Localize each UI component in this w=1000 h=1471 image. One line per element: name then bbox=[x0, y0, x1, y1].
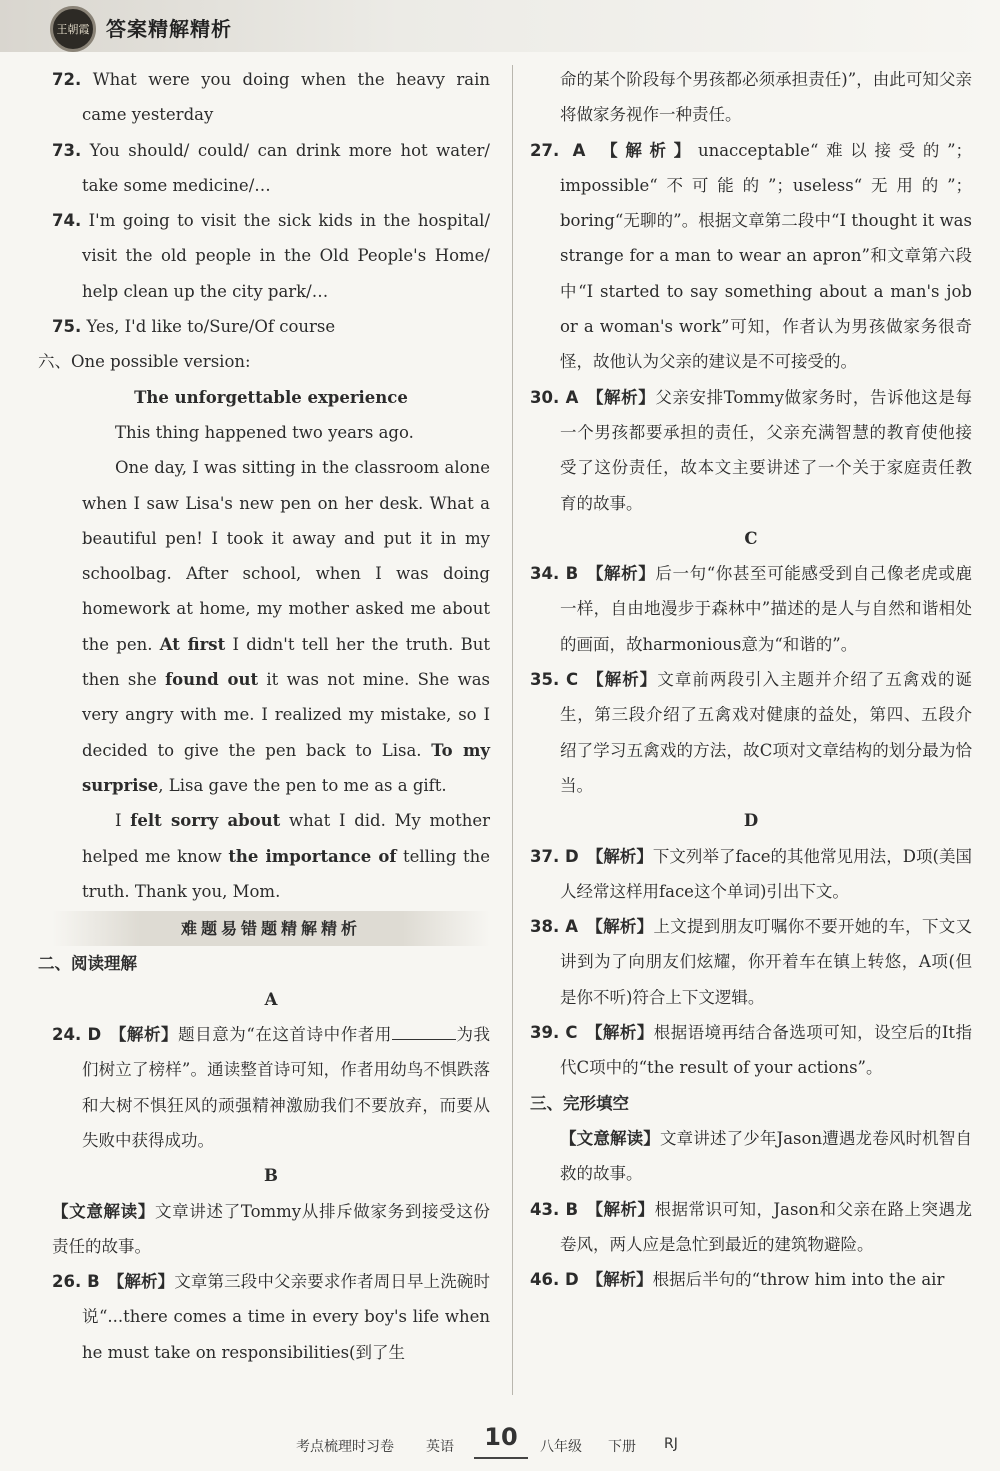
reading-heading: 二、阅读理解 bbox=[38, 954, 137, 974]
answer-26-continued: 命的某个阶段每个男孩都必须承担责任)”，由此可知父亲将做家务视作一种责任。 bbox=[560, 70, 972, 125]
cloze-heading: 三、完形填空 bbox=[530, 1093, 629, 1113]
page-footer bbox=[0, 1420, 1000, 1460]
footer-edition: RJ bbox=[664, 1436, 678, 1452]
publisher-logo bbox=[50, 6, 96, 52]
answer-27: 27. A 【解析】unacceptable“难以接受的”；impossible“不可能的”；useless“无用的”；boring“无聊的”。根据文章第二段中“I thought it was strange for a man to wear an apron”和文章第六段中“I started to say something about a man's job or a woman's work”可知，作者认为男孩做家务很奇怪，故他认为父亲的建议是不可接受的。 bbox=[530, 140, 973, 372]
logo-text: 王朝霞 bbox=[56, 23, 90, 36]
footer-term: 下册 bbox=[608, 1439, 636, 1455]
answer-35: 35. C 【解析】文章前两段引入主题并介绍了五禽戏的诞生，第三段介绍了五禽戏对健康的益处，第四、五段介绍了学习五禽戏的方法，故C项对文章结构的划分最为恰当。 bbox=[530, 670, 972, 795]
answer-72: 72. What were you doing when the heavy rain came yesterday bbox=[52, 70, 490, 125]
column-divider bbox=[512, 65, 513, 1395]
passage-b-summary: 【文意解读】文章讲述了Tommy从排斥做家务到接受这份责任的故事。 bbox=[52, 1201, 490, 1256]
essay-paragraph-2: One day, I was sitting in the classroom alone when I saw Lisa's new pen on her desk. What a beautiful pen! I took it away and put it in my schoolbag. After school, when I was doing homework at home, my mother asked me about the pen. At first I didn't tell her the truth. But then she found out it was not mine. She was very angry with me. I realized my mistake, so I decided to give the pen back to Lisa. To my surprise, Lisa gave the pen to me as a gift. bbox=[82, 458, 491, 795]
passage-d-label: D bbox=[743, 811, 759, 831]
right-column bbox=[530, 62, 972, 1297]
answer-37: 37. D 【解析】下文列举了face的其他常见用法，D项(美国人经常这样用face这个单词)引出下文。 bbox=[530, 846, 973, 901]
page-number: 10 bbox=[474, 1423, 528, 1459]
essay-paragraph-1: This thing happened two years ago. bbox=[115, 422, 414, 442]
footer-subject: 英语 bbox=[426, 1439, 454, 1455]
essay-title: The unforgettable experience bbox=[134, 387, 408, 407]
left-column bbox=[38, 62, 491, 1370]
answer-46: 46. D 【解析】根据后半句的“throw him into the air bbox=[530, 1270, 945, 1290]
answer-24: 24. D 【解析】题目意为“在这首诗中作者用 为我们树立了榜样”。通读整首诗可知，作者用幼鸟不惧跌落和大树不惧狂风的顽强精神激励我们不要放弃，而要从失败中获得成功。 bbox=[52, 1025, 491, 1150]
answer-75: 75. Yes, I'd like to/Sure/Of course bbox=[52, 317, 336, 337]
section-title: 难题易错题精解精析 bbox=[52, 911, 490, 946]
answer-38: 38. A 【解析】上文提到朋友叮嘱你不要开她的车，下文又讲到为了向朋友们炫耀，你开着车在镇上转悠，A项(但是你不听)符合上下文逻辑。 bbox=[530, 917, 972, 1007]
answer-39: 39. C 【解析】根据语境再结合备选项可知，设空后的It指代C项中的“the result of your actions”。 bbox=[530, 1023, 972, 1078]
answer-43: 43. B 【解析】根据常识可知，Jason和父亲在路上突遇龙卷风，两人应是急忙到最近的建筑物避险。 bbox=[530, 1199, 973, 1254]
answer-34: 34. B 【解析】后一句“你甚至可能感受到自己像老虎或鹿一样，自由地漫步于森林中”描述的是人与自然和谐相处的画面，故harmonious意为“和谐的”。 bbox=[530, 564, 972, 654]
passage-a-label: A bbox=[264, 989, 278, 1009]
passage-b-label: B bbox=[264, 1166, 278, 1186]
cloze-summary: 【文意解读】文章讲述了少年Jason遭遇龙卷风时机智自救的故事。 bbox=[560, 1128, 973, 1184]
page-header-title: 答案精解精析 bbox=[106, 17, 232, 41]
essay-paragraph-3: I felt sorry about what I did. My mother helped me know the importance of telling the truth. Thank you, Mom. bbox=[82, 811, 491, 901]
fill-blank bbox=[392, 1025, 456, 1040]
passage-c-label: C bbox=[744, 528, 758, 548]
part-six-heading: 六、One possible version: bbox=[38, 352, 251, 372]
answer-74: 74. I'm going to visit the sick kids in the hospital/ visit the old people in the Old People's Home/ help clean up the city park/… bbox=[52, 211, 491, 301]
answer-30: 30. A 【解析】父亲安排Tommy做家务时，告诉他这是每一个男孩都要承担的责任，父亲充满智慧的教育使他接受了这份责任，故本文主要讲述了一个关于家庭责任教育的故事。 bbox=[530, 387, 972, 513]
answer-73: 73. You should/ could/ can drink more hot water/ take some medicine/… bbox=[52, 140, 490, 195]
answer-26: 26. B 【解析】文章第三段中父亲要求作者周日早上洗碗时说“...there comes a time in every boy's life when he must take on responsibilities(到了生 bbox=[52, 1272, 491, 1362]
footer-grade: 八年级 bbox=[540, 1439, 582, 1455]
footer-book-title: 考点梳理时习卷 bbox=[296, 1439, 394, 1455]
